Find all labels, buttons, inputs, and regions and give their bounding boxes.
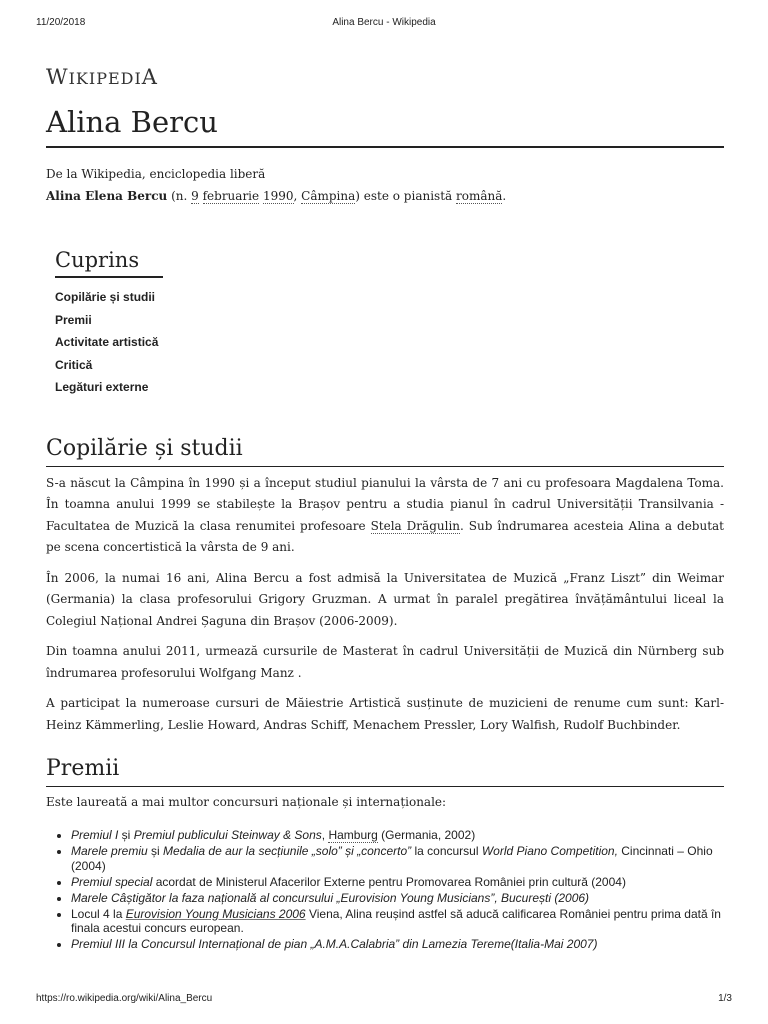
link-day[interactable]: 9 (191, 189, 199, 203)
list-item: • Marele Câștigător la faza națională al concursului „Eurovision Young Musicians”, București (2006) (71, 891, 724, 906)
print-footer (36, 993, 732, 1007)
page-number: 1/3 (718, 993, 732, 1004)
toc-item-critica[interactable]: Critică (55, 357, 93, 372)
toc-item-legaturi[interactable]: Legături externe (55, 380, 149, 394)
toc-title: Cuprins (55, 246, 163, 278)
paragraph-weimar: În 2006, la numai 16 ani, Alina Bercu a fost admisă la Universitatea de Muzică „Franz Liszt” din Weimar (Germania) la clasa profesorului Grigory Gruzman. A urmat în paralel pregătirea învățământului liceal la Colegiul Național Andrei Șaguna din Brașov (2006-2009). (46, 570, 724, 628)
print-header (36, 17, 732, 31)
list-item: • Premiul special acordat de Ministerul Afacerilor Externe pentru Promovarea României prin cultură (2004) (71, 875, 724, 890)
print-url: https://ro.wikipedia.org/wiki/Alina_Bercu (36, 993, 213, 1004)
paragraph-nurnberg: Din toamna anului 2011, urmează cursurile de Masterat în cadrul Universității de Muzică din Nürnberg sub îndrumarea profesorului Wolfgang Manz . (46, 644, 724, 680)
link-hamburg[interactable]: Hamburg (328, 828, 378, 842)
page-title: Alina Bercu (46, 102, 724, 148)
toc-item-premii[interactable]: Premii (55, 312, 92, 327)
article-content (46, 62, 724, 953)
list-item: • Locul 4 la Eurovision Young Musicians 2006 Viena, Alina reușind astfel să aducă calificarea României pentru prima dată în finala acestui concurs european. (71, 907, 724, 936)
tagline: De la Wikipedia, enciclopedia liberă (46, 167, 266, 181)
paragraph-masterclasses: A participat la numeroase cursuri de Măiestrie Artistică susținute de muzicieni de renume cum sunt: Karl-Heinz Kämmerling, Leslie Howard, Andras Schiff, Menachem Pressler, Lory Walfish, Rudolf Buchbinder. (46, 696, 724, 732)
link-year[interactable]: 1990 (262, 189, 294, 203)
list-item: • Marele premiu și Medalia de aur la secțiunile „solo” și „concerto” la concursul World Piano Competition, Cincinnati – Ohio (2004) (71, 844, 724, 873)
link-nationality[interactable]: română (456, 189, 503, 203)
awards-list (46, 828, 724, 952)
print-date: 11/20/2018 (36, 17, 86, 28)
list-item: • Premiul I și Premiul publicului Steinway & Sons, Hamburg (Germania, 2002) (71, 828, 724, 843)
link-city[interactable]: Câmpina (301, 189, 356, 203)
paragraph-birth: S-a născut la Câmpina în 1990 și a început studiul pianului la vârsta de 7 ani cu profesoara Magdalena Toma. În toamna anului 1999 se stabilește la Brașov pentru a studia pianul în cadrul Universității Transilvania -Facultatea de Muzică la clasa renumitei profesoare Stela Drăgulin. Sub îndrumarea acesteia Alina a debutat pe scena concertistică la vârsta de 9 ani. (46, 475, 724, 554)
link-stela-dragulin[interactable]: Stela Drăgulin (370, 518, 461, 533)
awards-intro: Este laureată a mai multor concursuri naționale și internaționale: (46, 795, 447, 809)
list-item: • Premiul III la Concursul Internațional de pian „A.M.A.Calabria” din Lamezia Tereme(Italia-Mai 2007) (71, 937, 724, 952)
toc-item-copilarie[interactable]: Copilărie și studii (55, 290, 156, 304)
link-month[interactable]: februarie (202, 189, 260, 203)
lead-paragraph: Alina Elena Bercu (n. 9 februarie 1990, Câmpina) este o pianistă română. (46, 189, 507, 203)
print-title: Alina Bercu - Wikipedia (332, 17, 436, 28)
section-heading-premii: Premii (46, 754, 724, 787)
wikipedia-logo[interactable]: WIKIPEDIA (46, 65, 158, 89)
toc-item-activitate[interactable]: Activitate artistică (55, 335, 159, 349)
table-of-contents (55, 246, 724, 399)
section-heading-copilarie: Copilărie și studii (46, 434, 724, 467)
subject-name: Alina Elena Bercu (46, 189, 168, 203)
